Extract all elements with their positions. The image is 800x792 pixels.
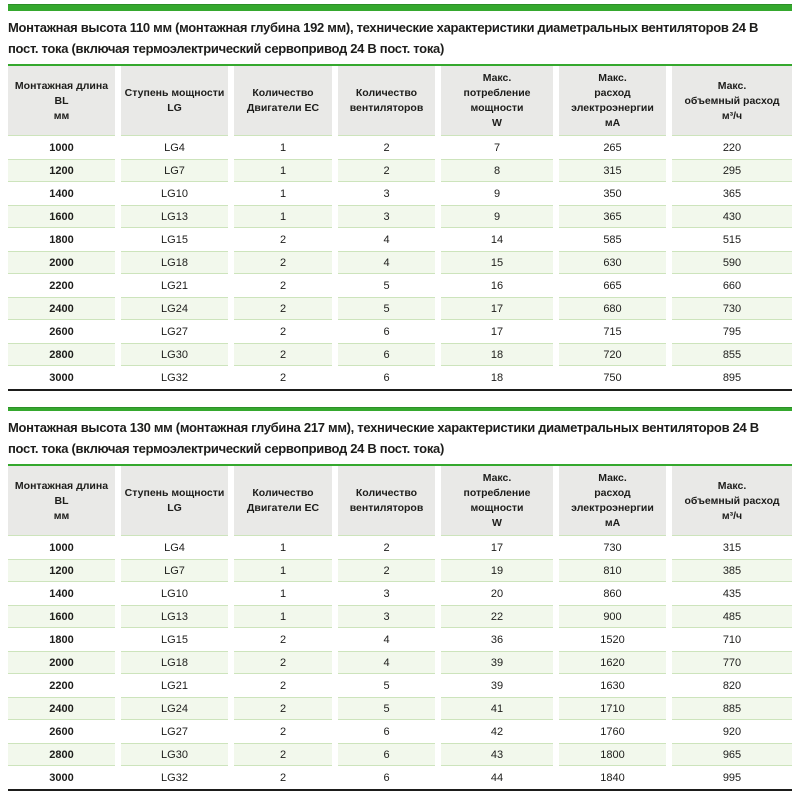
table-cell: 630 [559,251,666,274]
table-cell: 2 [279,633,287,646]
table-row [8,766,792,789]
table-cell: 2 [234,651,332,674]
table-cell: 2 [234,743,332,766]
table-cell: 2 [279,679,287,692]
table-cell: 2 [234,297,332,320]
table-cell: LG27 [161,325,188,338]
table-cell: 2600 [49,325,74,338]
column-header [338,466,435,536]
table-row [8,274,792,297]
table-cell: 295 [672,159,792,182]
column-header-line: Макс. [482,472,512,484]
table-cell: 265 [603,141,622,154]
table-cell: 770 [672,651,792,674]
column-header-line: мм [53,109,70,122]
table-cell: 2 [234,251,332,274]
table-cell: 1 [234,205,332,228]
section-title [8,417,792,459]
table-cell: 17 [441,297,553,320]
column-header-line: Монтажная длина [14,79,109,92]
table-cell: 18 [441,343,553,366]
table-cell: 2800 [8,743,115,766]
table-cell: 1840 [600,771,625,784]
table-cell: 315 [722,541,742,554]
column-header-line: м³/ч [721,509,743,522]
column-header-line: мА [604,517,621,529]
table-cell: 855 [672,343,792,366]
table-cell: 4 [383,233,390,246]
column-header [559,466,666,536]
table-row [8,251,792,274]
table-cell: 39 [490,679,504,692]
column-header [441,466,553,536]
section-title-line: Монтажная высота 130 мм (монтажная глубина 217 мм), технические характеристики диаметральных вентиляторов 24 В [8,420,759,435]
table-cell: 1 [279,587,287,600]
table-row [8,582,792,605]
table-cell: 1 [234,605,332,628]
table-row [8,366,792,389]
table-row [8,628,792,651]
table-cell: 6 [383,371,390,384]
table-cell: LG4 [164,141,185,154]
table-cell: 5 [383,679,390,692]
table-cell: 900 [559,605,666,628]
table-row [8,605,792,628]
table-cell: 730 [603,541,622,554]
table-cell: 14 [490,233,504,246]
table-cell: LG27 [161,725,188,738]
table-cell: 1200 [8,559,115,582]
column-header-line: Двигатели ЕС [246,502,320,514]
table-cell: 680 [559,297,666,320]
table-cell: 750 [603,371,622,384]
table-cell: LG32 [161,371,188,384]
table-cell: 2 [279,771,287,784]
table-cell: 885 [672,697,792,720]
table-cell: LG32 [161,771,188,784]
table-cell: 810 [559,559,666,582]
table-row [8,536,792,559]
table-cell: 3000 [49,371,74,384]
table-cell: LG30 [121,343,228,366]
column-header [338,66,435,136]
table-cell: 19 [441,559,553,582]
table-row [8,205,792,228]
table-cell: 660 [722,279,742,292]
column-header-line: расход электроэнергии [571,487,654,514]
table-cell: 920 [722,725,742,738]
table-header-row [8,66,792,136]
table-cell: 2 [234,343,332,366]
table-cell: 1 [234,159,332,182]
table-cell: 365 [559,205,666,228]
table-cell: 8 [441,159,553,182]
table-row [8,651,792,674]
table-cell: 5 [383,279,390,292]
table-cell: 2 [279,325,287,338]
column-header-line: BL [54,94,69,107]
table-cell: 895 [722,371,742,384]
column-header-line: вентиляторов [349,502,424,514]
column-header-line: мА [604,117,621,129]
table-cell: LG10 [161,587,188,600]
table-cell: 4 [338,251,435,274]
column-header-line: Количество [252,87,314,99]
table-cell: 730 [672,297,792,320]
table-cell: 2200 [49,679,74,692]
table-cell: 1400 [49,187,74,200]
table-cell: 710 [722,633,742,646]
column-header-line: расход электроэнергии [571,87,654,114]
column-header-line: W [492,117,502,129]
table-cell: 2200 [49,279,74,292]
table-cell: 1600 [8,205,115,228]
table-cell: 3 [383,587,390,600]
table-cell: LG21 [161,679,188,692]
table-cell: 220 [722,141,742,154]
table-cell: 860 [603,587,622,600]
column-header-line: Макс. [717,79,747,92]
column-header-line: Двигатели ЕС [246,102,320,114]
table-cell: 2400 [8,697,115,720]
table-cell: 820 [722,679,742,692]
table-cell: 1000 [49,541,74,554]
table-row [8,720,792,743]
table-cell: 17 [490,325,504,338]
section-title [8,17,792,59]
column-header-line: потребление мощности [463,487,531,514]
table-cell: 2 [279,371,287,384]
table-cell: 44 [490,771,504,784]
table-cell: 2 [338,159,435,182]
table-cell: 42 [490,725,504,738]
table-cell: 365 [722,187,742,200]
section-height-110mm [8,17,792,391]
table-cell: 2400 [8,297,115,320]
column-header-line: LG [167,102,182,114]
table-cell: 1 [234,559,332,582]
table-cell: 43 [441,743,553,766]
table-cell: 2 [279,725,287,738]
table-row [8,228,792,251]
table-cell: 715 [603,325,622,338]
table-cell: 6 [338,743,435,766]
column-header [8,66,115,136]
table-cell: 1 [279,541,287,554]
column-header-line: Количество [355,487,418,499]
table-cell: 590 [672,251,792,274]
spec-table-110mm [8,64,792,391]
table-cell: 2 [279,233,287,246]
table-cell: 430 [672,205,792,228]
table-cell: 350 [603,187,622,200]
table-cell: 965 [672,743,792,766]
table-cell: 2000 [8,651,115,674]
table-cell: 15 [441,251,553,274]
section-divider-bar-top [8,4,792,11]
section-title-line: Монтажная высота 110 мм (монтажная глубина 192 мм), технические характеристики диаметральных вентиляторов 24 В [8,20,759,35]
column-header-line: потребление мощности [463,87,531,114]
table-cell: 1520 [600,633,625,646]
table-cell: 6 [383,725,390,738]
table-cell: LG7 [121,159,228,182]
section-title-line: пост. тока (включая термоэлектрический сервопривод 24 В пост. тока) [8,41,444,56]
column-header-line: объемный расход [684,94,780,107]
table-cell: LG7 [121,559,228,582]
spec-table-130mm [8,464,792,791]
table-cell: LG10 [161,187,188,200]
table-cell: LG24 [121,697,228,720]
table-cell: LG4 [164,541,185,554]
table-cell: 995 [722,771,742,784]
column-header [672,466,792,536]
column-header-line: W [492,517,502,529]
column-header [121,66,228,136]
column-header-line: BL [54,494,69,507]
column-header-line: вентиляторов [349,102,424,114]
column-header [441,66,553,136]
table-cell: 16 [490,279,504,292]
column-header-line: Ступень мощности [124,87,225,99]
table-cell: 3 [338,605,435,628]
table-cell: 435 [722,587,742,600]
table-cell: 1710 [559,697,666,720]
column-header-line: Макс. [717,479,747,492]
table-cell: LG18 [121,651,228,674]
table-cell: 1200 [8,159,115,182]
table-cell: 720 [559,343,666,366]
table-header-row [8,466,792,536]
column-header-line: мм [53,509,70,522]
column-header-line: Монтажная длина [14,479,109,492]
table-cell: 2 [383,141,390,154]
table-row [8,136,792,159]
table-cell: 20 [490,587,504,600]
table-cell: 2 [279,279,287,292]
table-cell: 6 [338,343,435,366]
column-header [8,466,115,536]
table-cell: 1760 [600,725,625,738]
table-cell: 1800 [49,633,74,646]
column-header-line: Ступень мощности [124,487,225,499]
table-cell: 795 [722,325,742,338]
column-header-line: LG [167,502,182,514]
section-title-line: пост. тока (включая термоэлектрический сервопривод 24 В пост. тока) [8,441,444,456]
column-header-line: м³/ч [721,109,743,122]
table-cell: LG13 [121,605,228,628]
table-row [8,297,792,320]
table-row [8,182,792,205]
column-header [121,466,228,536]
table-cell: 1620 [559,651,666,674]
column-header-line: Количество [355,87,418,99]
table-cell: 665 [603,279,622,292]
column-header-line: Макс. [598,72,627,84]
table-row [8,743,792,766]
table-cell: 9 [441,205,553,228]
table-cell: 5 [338,697,435,720]
column-header [234,466,332,536]
table-cell: 1800 [49,233,74,246]
column-header [559,66,666,136]
column-header [234,66,332,136]
table-cell: 1600 [8,605,115,628]
table-row [8,343,792,366]
column-header-line: Макс. [482,72,512,84]
table-cell: 2 [383,541,390,554]
table-row [8,320,792,343]
column-header-line: объемный расход [684,494,780,507]
table-cell: 385 [672,559,792,582]
table-cell: 9 [493,187,501,200]
table-row [8,674,792,697]
table-cell: 1630 [600,679,625,692]
table-cell: 2000 [8,251,115,274]
table-cell: LG18 [121,251,228,274]
table-cell: 39 [441,651,553,674]
table-cell: 485 [672,605,792,628]
table-cell: 1800 [559,743,666,766]
table-cell: LG24 [121,297,228,320]
table-cell: 2800 [8,343,115,366]
table-cell: 36 [490,633,504,646]
table-cell: 1 [279,141,287,154]
table-cell: 4 [383,633,390,646]
table-cell: 1 [279,187,287,200]
table-cell: 1400 [49,587,74,600]
table-cell: 1000 [49,141,74,154]
section-height-130mm [8,417,792,791]
table-cell: 6 [383,325,390,338]
table-cell: LG21 [161,279,188,292]
table-cell: 4 [338,651,435,674]
table-cell: 585 [603,233,622,246]
column-header-line: Количество [252,487,314,499]
table-cell: 3 [338,205,435,228]
table-cell: 18 [490,371,504,384]
table-cell: 2 [234,697,332,720]
column-header [672,66,792,136]
table-row [8,559,792,582]
table-cell: LG13 [121,205,228,228]
table-cell: 3000 [49,771,74,784]
table-cell: 17 [490,541,504,554]
table-cell: 22 [441,605,553,628]
section-divider-bar [8,407,792,411]
table-cell: 41 [441,697,553,720]
table-cell: 3 [383,187,390,200]
table-row [8,697,792,720]
table-cell: 2600 [49,725,74,738]
column-header-line: Макс. [598,472,627,484]
table-cell: 315 [559,159,666,182]
table-cell: 7 [493,141,501,154]
table-cell: 2 [338,559,435,582]
table-row [8,159,792,182]
table-cell: 5 [338,297,435,320]
table-cell: LG30 [121,743,228,766]
table-cell: LG15 [161,233,188,246]
table-cell: LG15 [161,633,188,646]
table-cell: 515 [722,233,742,246]
table-cell: 6 [383,771,390,784]
